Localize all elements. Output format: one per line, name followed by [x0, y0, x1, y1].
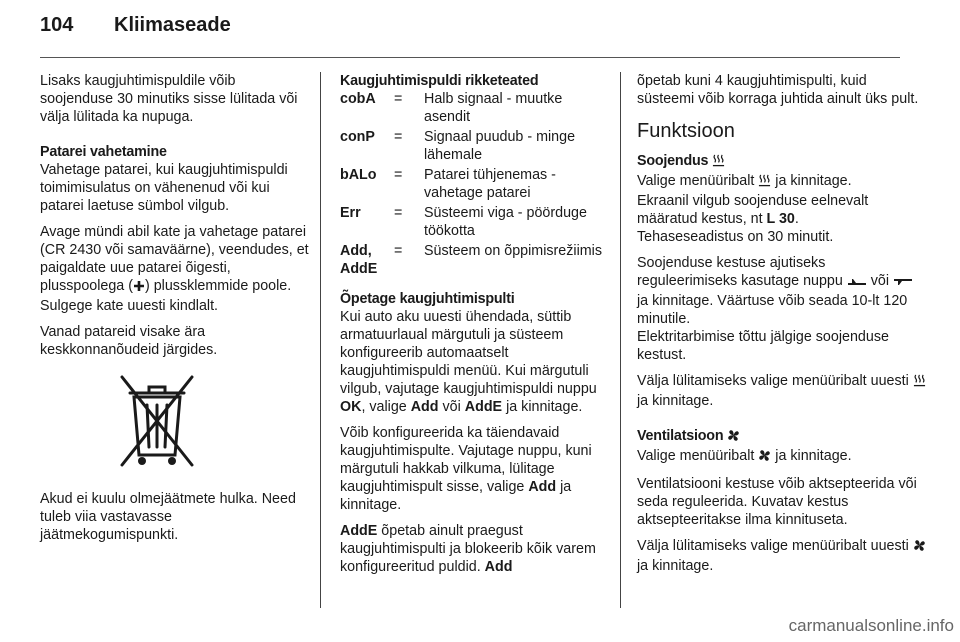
battery-waste-paragraph: Akud ei kuulu olmejäätmete hulka. Need tuleb viia vastavasse jäätmekogumispunkti. — [40, 491, 296, 543]
heating-icon — [913, 374, 926, 392]
battery-disposal-paragraph: Vanad patareid visake ära keskkonnanõudeid järgides. — [40, 324, 218, 358]
table-row: Add, AddE = Süsteem on õppimisrežiimis — [340, 243, 602, 277]
ventilation-paragraph-1: Valige menüüribalt ja kinnitage. — [637, 447, 927, 467]
battery-heading: Patarei vahetamine — [40, 144, 167, 160]
column-divider-1 — [320, 72, 321, 608]
column-middle — [340, 72, 612, 584]
plus-icon — [133, 279, 145, 297]
teach-heading: Õpetage kaugjuhtimispulti — [340, 291, 515, 307]
down-arrow-icon — [893, 274, 913, 292]
battery-paragraph-2: Avage mündi abil kate ja vahetage patarei (CR 2430 või samaväärne), veendudes, et paigaldate uue patarei õigesti, plusspoolega ( ) plussklemmide poole. Sulgege kate uuesti kindlalt. — [40, 224, 309, 314]
teach-paragraph-3: AddE õpetab ainult praegust kaugjuhtimispulti ja blokeerib kõik varem konfigureeritud puldid. Add — [340, 523, 596, 575]
function-section-title: Funktsioon — [637, 120, 735, 142]
heating-paragraph-3: Välja lülitamiseks valige menüüribalt uuesti ja kinnitage. — [637, 372, 927, 410]
fan-icon — [913, 539, 926, 557]
table-row: bALo = Patarei tühjenemas - vahetage patarei — [340, 167, 556, 201]
fan-icon — [727, 429, 740, 447]
fault-codes-table — [340, 90, 612, 280]
table-row: conP = Signaal puudub - minge lähemale — [340, 129, 576, 163]
heating-paragraph-2: Soojenduse kestuse ajutiseks reguleerimiseks kasutage nuppu või ja kinnitage. Väärtuse võib seada 10-lt 120 minutile. Elektritarbimise tõttu jälgige soojenduse kestust. — [637, 254, 927, 364]
table-row: Err = Süsteemi viga - pöörduge töökotta — [340, 205, 587, 239]
column-divider-2 — [620, 72, 621, 608]
watermark: carmanualsonline.info — [788, 616, 954, 635]
faults-heading: Kaugjuhtimispuldi rikketeated — [340, 73, 539, 89]
table-row: cobA = Halb signaal - muutke asendit — [340, 91, 563, 125]
heating-icon — [712, 154, 725, 172]
ventilation-paragraph-2: Ventilatsiooni kestuse võib aktsepteerida või seda reguleerida. Kuvatav kestus aktsepteeritakse ilma kinnituseta. — [637, 476, 917, 528]
ventilation-paragraph-3: Välja lülitamiseks valige menüüribalt uuesti ja kinnitage. — [637, 537, 927, 575]
remote-intro-paragraph: Lisaks kaugjuhtimispuldile võib soojenduse 30 minutiks sisse lülitada või välja lülitada ka nupuga. — [40, 73, 298, 125]
page-title: Kliimaseade — [114, 14, 231, 36]
up-arrow-icon — [847, 274, 867, 292]
heating-icon — [758, 174, 771, 192]
teach-paragraph-2: Võib konfigureerida ka täiendavaid kaugjuhtimispulte. Vajutage nuppu, kuni märgutuli hakkab vilkuma, lülitage kaugjuhtimispult sisse, valige Add ja kinnitage. — [340, 425, 592, 513]
crossed-bin-icon — [118, 371, 310, 476]
ventilation-heading: Ventilatsioon — [637, 427, 927, 447]
column-left — [40, 72, 310, 552]
battery-paragraph-1: Vahetage patarei, kui kaugjuhtimispuldi toimimisulatus on vähenenud või kui patarei laetuse sümbol vilgub. — [40, 162, 288, 214]
fan-icon — [758, 449, 771, 467]
page-header — [40, 14, 231, 37]
column-right — [637, 72, 927, 583]
heating-paragraph-1: Valige menüüribalt ja kinnitage. Ekraanil vilgub soojenduse eelnevalt määratud kestus, nt L 30. Tehaseseadistus on 30 minutit. — [637, 173, 869, 245]
header-rule — [40, 57, 900, 58]
teach-paragraph-1: Kui auto aku uuesti ühendada, süttib armatuurlaual märgutuli ja süsteem konfigureerib automaatselt kaugjuhtimispuldi menüü. Kui märgutuli vilgub, vajutage kaugjuhtimispuldi nuppu OK, valige Add või AddE ja kinnitage. — [340, 309, 597, 415]
teach-paragraph-continued: õpetab kuni 4 kaugjuhtimispulti, kuid süsteemi võib korraga juhtida ainult üks pult. — [637, 73, 919, 107]
heating-heading: Soojendus — [637, 152, 927, 172]
page-number: 104 — [40, 14, 74, 36]
